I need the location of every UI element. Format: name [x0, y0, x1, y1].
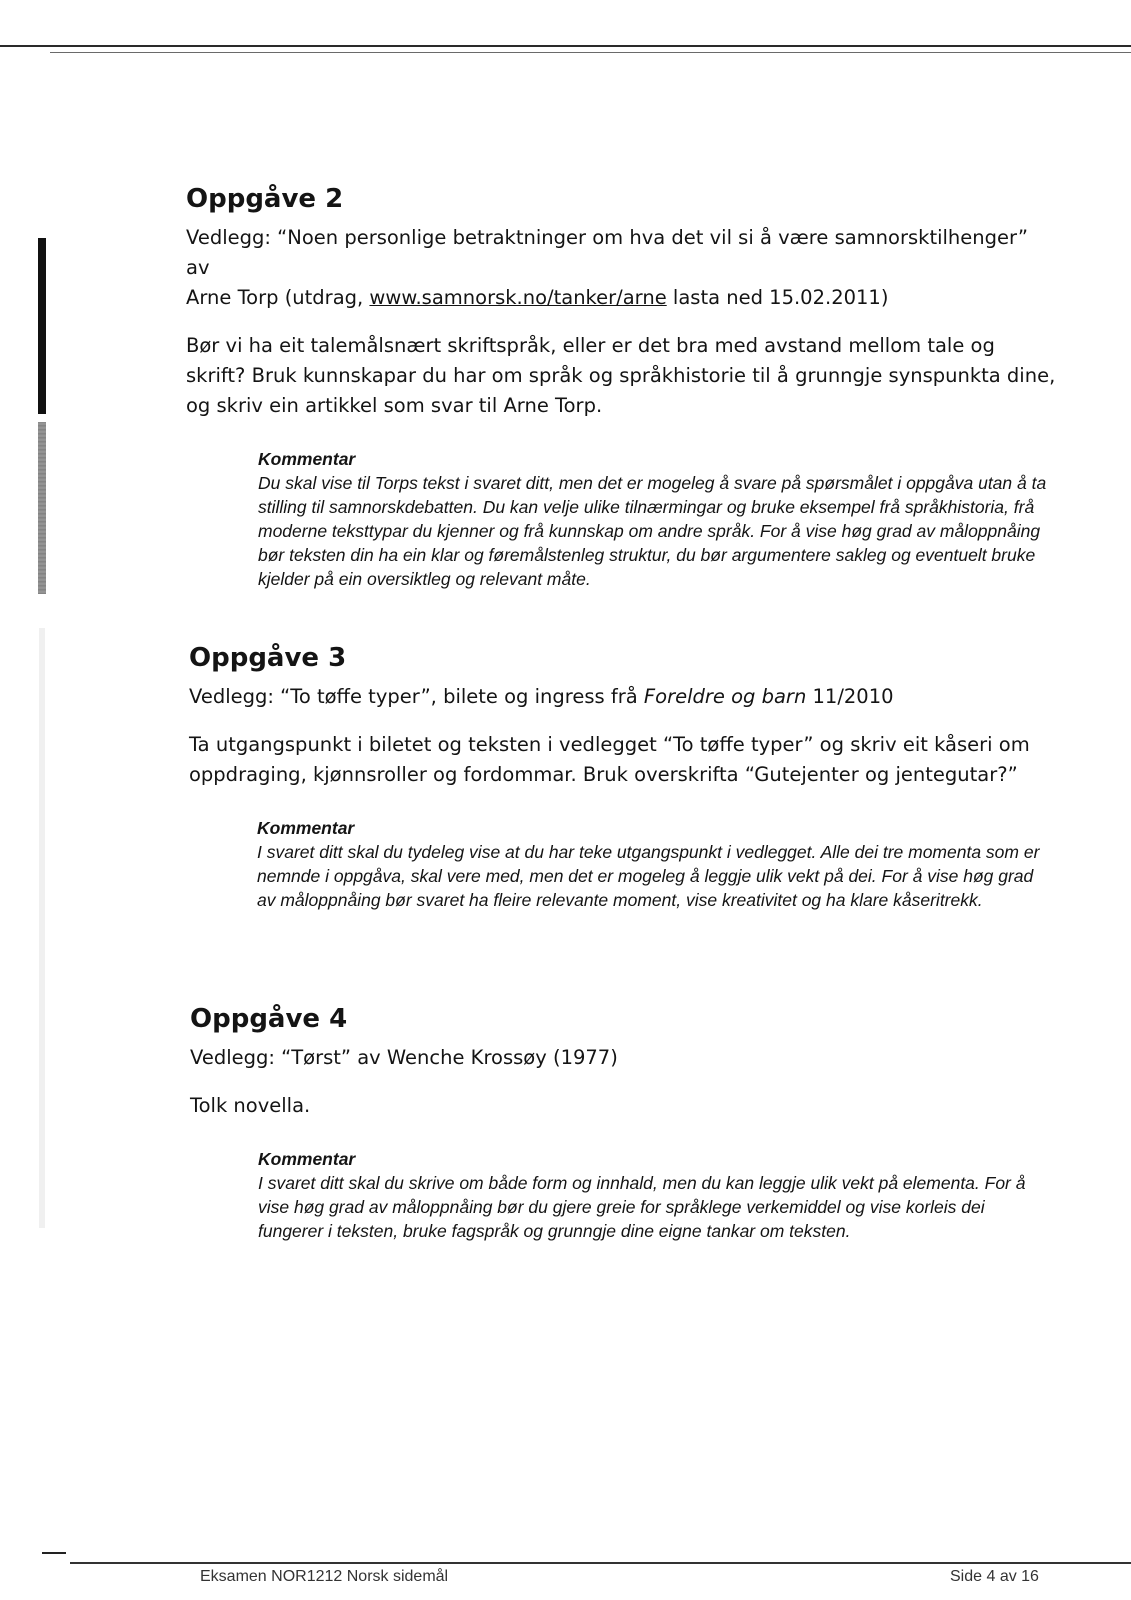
comment-block — [257, 816, 1047, 912]
task-prompt: Ta utgangspunkt i biletet og teksten i vedlegget “To tøffe typer” og skriv eit kåseri om oppdraging, kjønnsroller og fordommar. Bruk overskrifta “Gutejenter og jentegutar?” — [189, 733, 1030, 786]
attachment-text: Arne Torp (utdrag, — [186, 286, 370, 309]
footer-page-number: Side 4 av 16 — [950, 1568, 1039, 1585]
attachment-source: Foreldre og barn — [643, 685, 807, 708]
attachment-link[interactable]: www.samnorsk.no/tanker/arne — [369, 286, 667, 309]
task-4 — [190, 1003, 1060, 1243]
task-2 — [186, 183, 1056, 591]
footer-rule — [70, 1562, 1131, 1564]
comment-heading: Kommentar — [258, 1149, 356, 1169]
comment-text: Du skal vise til Torps tekst i svaret ditt, men det er mogeleg å svare på spørsmålet i oppgåva utan å ta stilling til samnorskdebatten. Du kan velje ulike tilnærmingar og bruke eksempel frå språkhistoria, frå moderne teksttypar du kjenner og frå kunnskap om andre språk. For å vise høg grad av måloppnåing bør teksten din ha ein klar og føremålstenleg struktur, du bør argumentere sakleg og eventuelt bruke kjelder på ein oversiktleg og relevant måte. — [258, 473, 1047, 589]
top-rule — [0, 45, 1131, 47]
top-rule-thin — [50, 52, 1131, 53]
task-title: Oppgåve 4 — [190, 1004, 348, 1034]
attachment-text: Vedlegg: “Noen personlige betraktninger om hva det vil si å være samnorsktilhenger” av — [186, 226, 1028, 279]
task-attachment — [189, 682, 1059, 712]
margin-bar-dark — [38, 238, 46, 414]
task-attachment — [186, 223, 1056, 313]
task-title: Oppgåve 3 — [189, 643, 347, 673]
task-3 — [189, 642, 1059, 912]
comment-block — [258, 1147, 1048, 1243]
task-prompt: Bør vi ha eit talemålsnært skriftspråk, eller er det bra med avstand mellom tale og skrift? Bruk kunnskapar du har om språk og språkhistorie til å grunngje synspunkta dine, og skriv ein artikkel som svar til Arne Torp. — [186, 334, 1056, 417]
task-attachment: Vedlegg: “Tørst” av Wenche Krossøy (1977) — [190, 1046, 618, 1069]
comment-text: I svaret ditt skal du skrive om både form og innhald, men du kan leggje ulik vekt på elementa. For å vise høg grad av måloppnåing bør du gjere greie for språklege verkemiddel og vise korleis dei fungerer i teksten, bruke fagspråk og grunngje dine eigne tankar om teksten. — [258, 1173, 1026, 1241]
comment-heading: Kommentar — [258, 449, 356, 469]
attachment-text: lasta ned 15.02.2011) — [666, 286, 889, 309]
comment-heading: Kommentar — [257, 818, 355, 838]
task-title: Oppgåve 2 — [186, 184, 344, 214]
attachment-text: Vedlegg: “To tøffe typer”, bilete og ingress frå — [189, 685, 644, 708]
margin-bar-grey — [38, 422, 46, 594]
margin-bar-light — [39, 628, 45, 1228]
footer-tick — [42, 1552, 66, 1554]
footer-exam-title: Eksamen NOR1212 Norsk sidemål — [200, 1568, 449, 1585]
comment-block — [258, 447, 1048, 591]
attachment-text: 11/2010 — [806, 685, 894, 708]
comment-text: I svaret ditt skal du tydeleg vise at du har teke utgangspunkt i vedlegget. Alle dei tre momenta som er nemnde i oppgåva, skal vere med, men det er mogeleg å leggje ulik vekt på dei. For å vise høg grad av måloppnåing bør svaret ha fleire relevante moment, vise kreativitet og ha klare kåseritrekk. — [257, 842, 1040, 910]
task-prompt: Tolk novella. — [190, 1094, 311, 1117]
